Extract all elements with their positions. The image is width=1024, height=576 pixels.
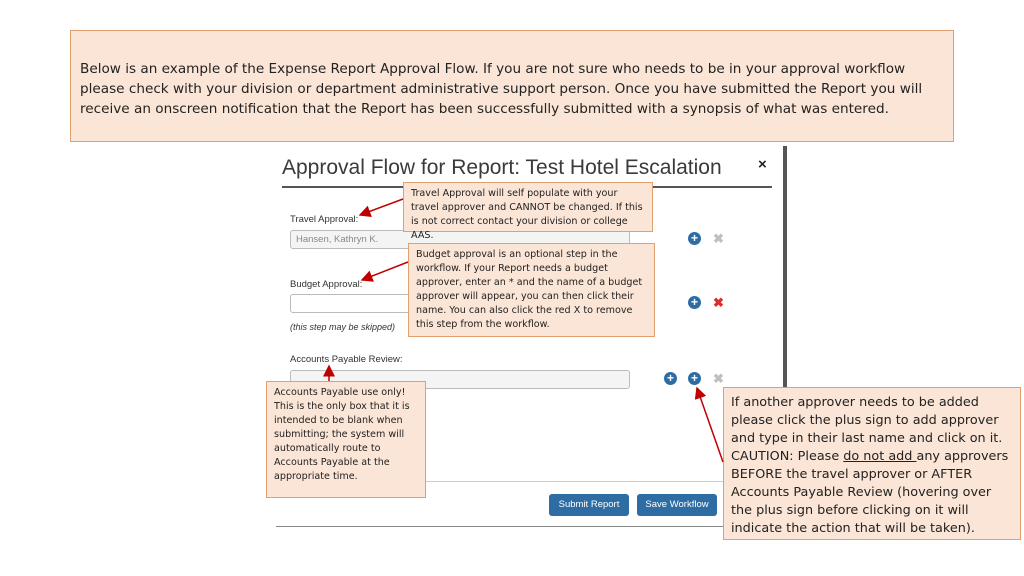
budget-approval-callout — [408, 243, 655, 337]
intro-text: Below is an example of the Expense Report Approval Flow. If you are not sure who needs to be in your approval workflow please check with your division or department administrative support person. Once you have submitted the Report you will receive an onscreen notification that the Report has been successfully submitted with a synopsis of what was entered. — [80, 61, 923, 117]
save-workflow-button[interactable]: Save Workflow — [637, 494, 717, 516]
travel-callout-text: Travel Approval will self populate with your travel approver and CANNOT be changed. If this is not correct contact your division or college AAS. — [411, 188, 643, 241]
right-callout-text-end: any approvers BEFORE the travel approver or AFTER Accounts Payable Review (hovering over the plus sign before clicking on it will indicate the action that will be taken). — [731, 449, 1009, 536]
right-callout-underlined: do not add — [843, 449, 917, 464]
travel-approval-field: Hansen, Kathryn K. — [290, 230, 630, 249]
remove-step-x-icon[interactable]: ✖ — [713, 295, 724, 310]
budget-optional-note: (this step may be skipped) — [290, 322, 396, 332]
budget-approval-label: Budget Approval: — [290, 279, 363, 290]
accounts-payable-label: Accounts Payable Review: — [290, 354, 403, 365]
accounts-payable-callout — [266, 381, 426, 498]
add-approver-after-plus-icon[interactable]: + — [688, 372, 701, 385]
add-approver-before-plus-icon[interactable]: + — [664, 372, 677, 385]
remove-disabled-icon: ✖ — [713, 231, 724, 246]
ap-callout-text: Accounts Payable use only! This is the only box that it is intended to be blank when submitting; the system will automatically route to Accounts Payable at the appropriate time. — [274, 387, 410, 482]
right-callout-text-start: If another approver needs to be added please click the plus sign to add approver and type in their last name and click on it. CAUTION: Please — [731, 395, 1003, 464]
footer-divider — [424, 481, 774, 482]
travel-approval-callout — [403, 182, 653, 241]
intro-callout — [70, 30, 954, 142]
travel-approval-label: Travel Approval: — [290, 214, 359, 225]
remove-disabled-icon: ✖ — [713, 371, 724, 386]
budget-callout-text: Budget approval is an optional step in the workflow. If your Report needs a budget approver, enter an * and the name of a budget approver will appear, you can then click their name. You can also click the red X to remove this step from the workflow. — [416, 249, 643, 330]
add-approver-plus-icon[interactable]: + — [688, 296, 701, 309]
dialog-scrollbar[interactable] — [783, 146, 787, 388]
add-approver-callout — [723, 387, 1021, 540]
submit-report-button[interactable]: Submit Report — [549, 494, 629, 516]
dialog-title: Approval Flow for Report: Test Hotel Escalation — [282, 156, 722, 179]
page-bottom-rule — [276, 526, 726, 527]
add-approver-plus-icon[interactable]: + — [688, 232, 701, 245]
close-icon[interactable]: × — [758, 156, 767, 173]
